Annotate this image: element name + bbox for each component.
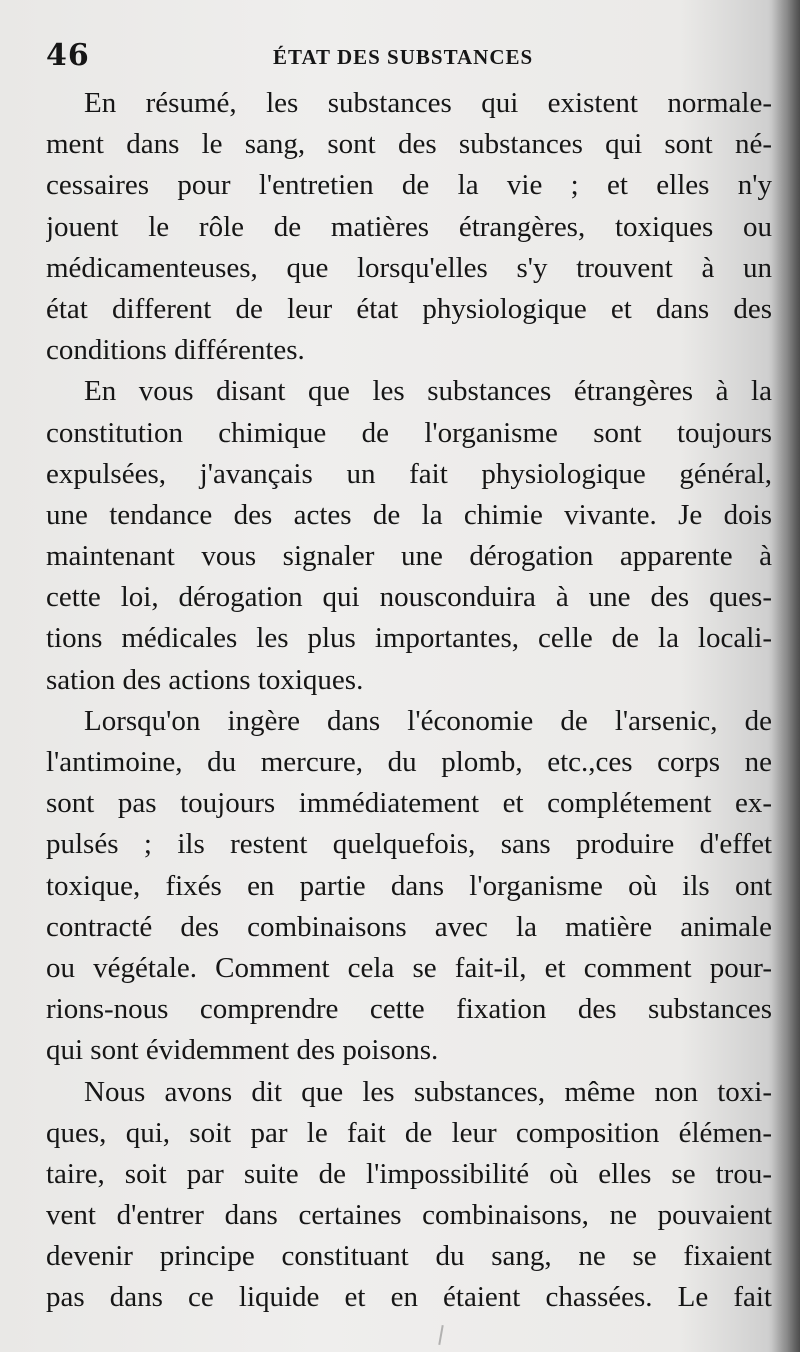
text-line: tions médicales les plus importantes, celle de la locali-: [46, 622, 772, 655]
running-title: ÉTAT DES SUBSTANCES: [273, 45, 534, 69]
text-line: vent d'entrer dans certaines combinaisons, ne pouvaient: [46, 1199, 772, 1232]
text-line: une tendance des actes de la chimie vivante. Je dois: [46, 498, 772, 531]
text-line: En résumé, les substances qui existent normale-: [84, 87, 772, 119]
page-number: 46: [46, 38, 90, 73]
text-line: maintenant vous signaler une dérogation apparente à: [46, 540, 772, 573]
text-line: état different de leur état physiologique et dans des: [46, 292, 772, 325]
text-line: devenir principe constituant du sang, ne se fixaient: [46, 1240, 772, 1273]
text-line: cessaires pour l'entretien de la vie ; et elles n'y: [46, 169, 772, 202]
text-line: médicamenteuses, que lorsqu'elles s'y trouvent à un: [46, 251, 772, 284]
text-line: pulsés ; ils restent quelquefois, sans produire d'effet: [46, 828, 772, 861]
page-mark: [438, 1325, 443, 1345]
text-line: taire, soit par suite de l'impossibilité où elles se trou-: [46, 1157, 772, 1190]
text-line: ques, qui, soit par le fait de leur composition élémen-: [46, 1116, 772, 1149]
text-line: En vous disant que les substances étrangères à la: [84, 375, 772, 408]
text-line: ment dans le sang, sont des substances qui sont né-: [46, 128, 772, 161]
text-line: sont pas toujours immédiatement et complétement ex-: [46, 787, 772, 820]
text-line: sation des actions toxiques.: [46, 663, 364, 696]
text-line: Nous avons dit que les substances, même non toxi-: [84, 1075, 772, 1108]
page-header: [46, 38, 772, 78]
text-line: toxique, fixés en partie dans l'organisme où ils ont: [46, 869, 772, 902]
text-line: pas dans ce liquide et en étaient chassées. Le fait: [46, 1281, 772, 1314]
text-line: l'antimoine, du mercure, du plomb, etc.,ces corps ne: [46, 746, 772, 778]
text-line: constitution chimique de l'organisme sont toujours: [46, 416, 772, 449]
text-line: cette loi, dérogation qui nousconduira à une des ques-: [46, 581, 772, 614]
text-line: jouent le rôle de matières étrangères, toxiques ou: [46, 210, 772, 243]
text-line: expulsées, j'avançais un fait physiologique général,: [46, 457, 772, 490]
text-line: qui sont évidemment des poisons.: [46, 1034, 439, 1067]
text-line: conditions différentes.: [46, 334, 305, 367]
text-line: contracté des combinaisons avec la matière animale: [46, 910, 772, 943]
body-text: [46, 83, 772, 1319]
binding-shadow: [772, 0, 800, 1352]
text-line: ou végétale. Comment cela se fait-il, et comment pour-: [46, 951, 772, 984]
text-line: rions-nous comprendre cette fixation des substances: [46, 993, 772, 1026]
text-line: Lorsqu'on ingère dans l'économie de l'arsenic, de: [84, 704, 772, 737]
